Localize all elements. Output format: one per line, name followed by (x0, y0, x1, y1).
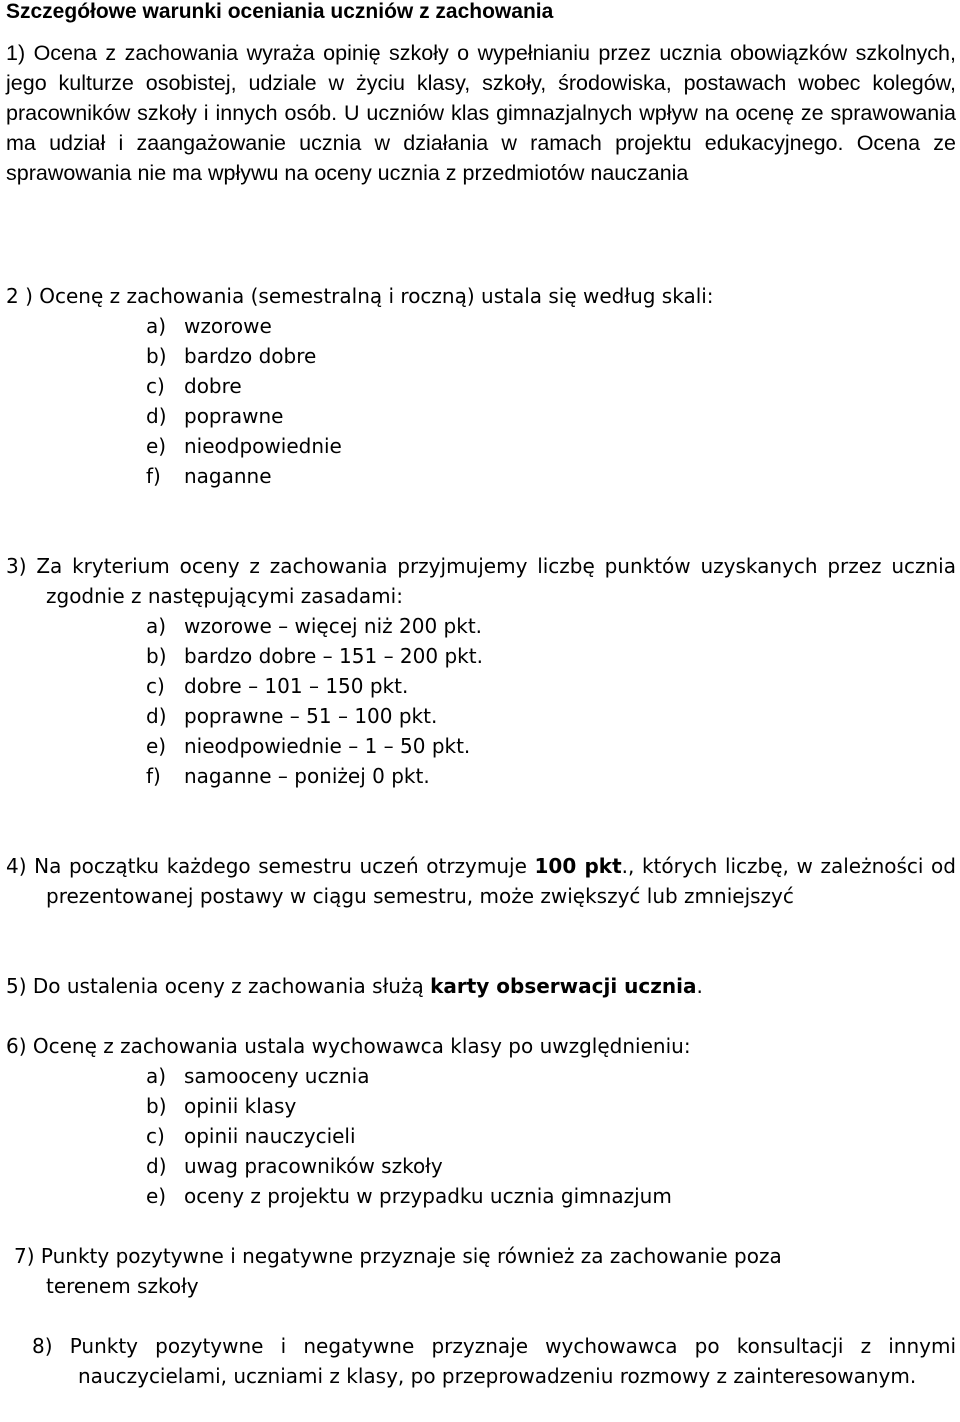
list-item (146, 731, 470, 761)
list-item-text: nieodpowiednie (184, 434, 342, 458)
list-item-label: e) (146, 434, 167, 458)
list-item-label: a) (146, 614, 167, 638)
list-item-text: naganne – poniżej 0 pkt. (184, 764, 430, 788)
list-item (146, 1181, 672, 1211)
paragraph-4-text-start: 4) Na początku każdego semestru uczeń otrzymuje (6, 854, 535, 878)
list-item (146, 671, 408, 701)
paragraph-5-text-start: 5) Do ustalenia oceny z zachowania służą (6, 974, 431, 998)
list-item-label: d) (146, 1154, 167, 1178)
list-item-text: samooceny ucznia (184, 1064, 370, 1088)
list-item-label: f) (146, 464, 161, 488)
paragraph-4-text-end: ., których liczbę, w zależności od prezentowanej postawy w ciągu semestru, może zwiększyć lub zmniejszyć (46, 854, 956, 908)
list-item (146, 1151, 443, 1181)
list-item (146, 311, 272, 341)
list-item-text: nieodpowiednie – 1 – 50 pkt. (184, 734, 471, 758)
list-item-text: wzorowe – więcej niż 200 pkt. (184, 614, 483, 638)
list-item-label: b) (146, 644, 167, 668)
paragraph-2-intro: 2 ) Ocenę z zachowania (semestralną i roczną) ustala się według skali: (6, 284, 714, 308)
observation-cards-term: karty obserwacji ucznia (430, 974, 697, 998)
list-item-text: dobre – 101 – 150 pkt. (184, 674, 409, 698)
list-item (146, 431, 342, 461)
list-item-text: poprawne – 51 – 100 pkt. (184, 704, 438, 728)
list-item-label: a) (146, 1064, 167, 1088)
points-value: 100 pkt (534, 854, 622, 878)
list-item-text: uwag pracowników szkoły (184, 1154, 443, 1178)
list-item-label: d) (146, 704, 167, 728)
list-item-label: a) (146, 314, 167, 338)
list-item-text: bardzo dobre (184, 344, 317, 368)
paragraph-1: 1) Ocena z zachowania wyraża opinię szkoły o wypełnianiu przez ucznia obowiązków szkolnych, jego kulturze osobistej, udziale w życiu klasy, szkoły, środowiska, postawach wobec kolegów, pracowników szkoły i innych osób. U uczniów klas gimnazjalnych wpływ na ocenę ze sprawowania ma udział i zaangażowanie ucznia w działania w ramach projektu edukacyjnego. Ocena ze sprawowania nie ma wpływu na oceny ucznia z przedmiotów nauczania (6, 41, 956, 185)
list-item-label: e) (146, 734, 167, 758)
list-item-label: b) (146, 344, 167, 368)
list-item (146, 761, 430, 791)
list-item-text: wzorowe (184, 314, 272, 338)
list-item-text: bardzo dobre – 151 – 200 pkt. (184, 644, 483, 668)
paragraph-4 (6, 851, 956, 911)
list-item (146, 1121, 356, 1151)
list-item (146, 401, 283, 431)
paragraph-8 (32, 1331, 956, 1391)
paragraph-8-line-1: 8) Punkty pozytywne i negatywne przyznaje wychowawca po konsultacji (32, 1334, 844, 1358)
list-item (146, 1061, 369, 1091)
list-item (146, 701, 437, 731)
list-item-label: d) (146, 404, 167, 428)
list-item (146, 371, 242, 401)
list-item-text: opinii nauczycieli (184, 1124, 356, 1148)
list-item (146, 1091, 296, 1121)
list-item-text: dobre (184, 374, 242, 398)
list-item-label: b) (146, 1094, 167, 1118)
paragraph-3: 3) Za kryterium oceny z zachowania przyjmujemy liczbę punktów uzyskanych przez ucznia zgodnie z następującymi zasadami: (6, 554, 956, 608)
list-item-text: poprawne (184, 404, 284, 428)
list-item (146, 641, 483, 671)
paragraph-6-intro: 6) Ocenę z zachowania ustala wychowawca klasy po uwzględnieniu: (6, 1034, 691, 1058)
list-item-label: f) (146, 764, 161, 788)
list-item-text: naganne (184, 464, 272, 488)
page-title: Szczegółowe warunki oceniania uczniów z zachowania (6, 0, 554, 23)
list-item (146, 611, 482, 641)
list-item-text: oceny z projektu w przypadku ucznia gimnazjum (184, 1184, 672, 1208)
list-item-label: c) (146, 374, 165, 398)
list-item-text: opinii klasy (184, 1094, 297, 1118)
paragraph-5-text-end: . (696, 974, 703, 998)
list-item-label: c) (146, 1124, 165, 1148)
list-item-label: e) (146, 1184, 167, 1208)
list-item-label: c) (146, 674, 165, 698)
list-item (146, 461, 272, 491)
paragraph-5 (6, 971, 703, 1001)
paragraph-8-rest: z innymi nauczycielami, uczniami z klasy, po przeprowadzeniu rozmowy z zainteresowanym. (78, 1334, 957, 1388)
list-item (146, 341, 316, 371)
paragraph-7-line-2: terenem szkoły (46, 1274, 199, 1298)
paragraph-7-line-1: 7) Punkty pozytywne i negatywne przyznaje się również za zachowanie poza (14, 1244, 782, 1268)
